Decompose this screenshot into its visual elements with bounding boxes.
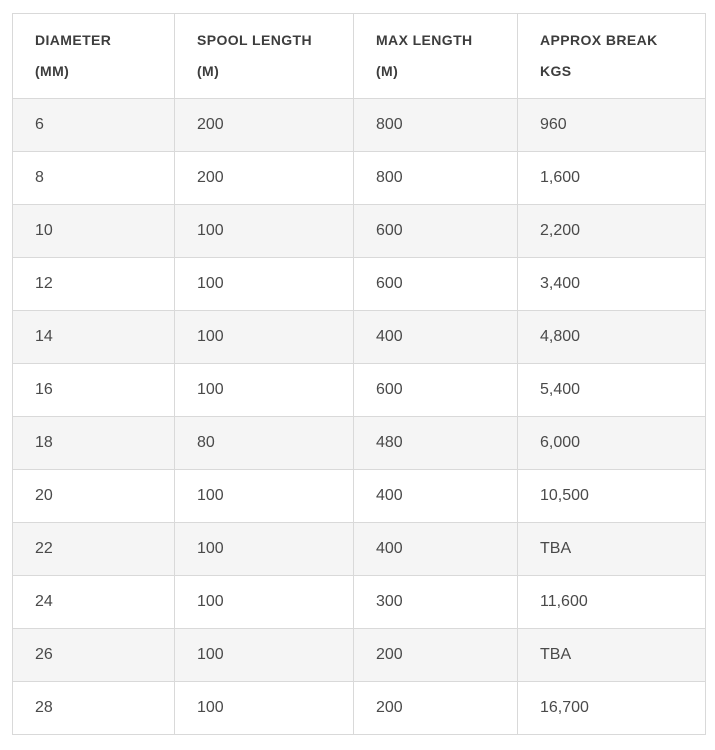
table-row [13,470,706,523]
table-cell: 100 [175,470,354,523]
table-row [13,152,706,205]
column-header-line1: SPOOL LENGTH [197,32,312,48]
table-cell: 800 [354,99,518,152]
table-cell: 100 [175,364,354,417]
table-cell: 20 [13,470,175,523]
table-cell: 18 [13,417,175,470]
table-cell: 100 [175,682,354,735]
column-header-4 [518,14,706,99]
table-row [13,629,706,682]
table-cell: 5,400 [518,364,706,417]
table-cell: 16 [13,364,175,417]
column-header-line1: DIAMETER [35,32,112,48]
table-row [13,682,706,735]
table-cell: 11,600 [518,576,706,629]
table-cell: 960 [518,99,706,152]
table-cell: 400 [354,523,518,576]
table-cell: 1,600 [518,152,706,205]
table-cell: 400 [354,470,518,523]
header-row [13,14,706,99]
table-cell: 100 [175,576,354,629]
table-cell: 100 [175,258,354,311]
table-cell: 22 [13,523,175,576]
table-cell: 10,500 [518,470,706,523]
table-cell: 3,400 [518,258,706,311]
table-cell: 200 [354,682,518,735]
table-row [13,258,706,311]
table-cell: 300 [354,576,518,629]
column-header-1 [13,14,175,99]
table-cell: 600 [354,258,518,311]
column-header-line2: (MM) [35,63,70,79]
column-header-line2: (M) [376,63,399,79]
table-cell: 480 [354,417,518,470]
table-cell: 6,000 [518,417,706,470]
column-header-2 [175,14,354,99]
table-cell: TBA [518,523,706,576]
table-cell: 800 [354,152,518,205]
table-cell: 400 [354,311,518,364]
table-row [13,205,706,258]
table-cell: TBA [518,629,706,682]
table-cell: 4,800 [518,311,706,364]
table-cell: 100 [175,311,354,364]
table-row [13,364,706,417]
table-cell: 100 [175,629,354,682]
table-cell: 600 [354,364,518,417]
table-cell: 28 [13,682,175,735]
rope-spec-table [12,13,706,735]
column-header-line1: APPROX BREAK [540,32,658,48]
column-header-3 [354,14,518,99]
table-cell: 14 [13,311,175,364]
column-header-line2: KGS [540,63,572,79]
table-cell: 100 [175,205,354,258]
table-row [13,99,706,152]
column-header-line1: MAX LENGTH [376,32,473,48]
table-cell: 16,700 [518,682,706,735]
table-cell: 200 [175,99,354,152]
table-row [13,523,706,576]
table-cell: 200 [354,629,518,682]
table-cell: 6 [13,99,175,152]
table-cell: 80 [175,417,354,470]
table-cell: 8 [13,152,175,205]
table-cell: 26 [13,629,175,682]
table-row [13,576,706,629]
table-cell: 24 [13,576,175,629]
spec-table-container [12,13,706,735]
table-cell: 10 [13,205,175,258]
column-header-line2: (M) [197,63,220,79]
table-cell: 100 [175,523,354,576]
table-cell: 200 [175,152,354,205]
table-cell: 12 [13,258,175,311]
table-cell: 2,200 [518,205,706,258]
table-cell: 600 [354,205,518,258]
table-row [13,417,706,470]
table-row [13,311,706,364]
